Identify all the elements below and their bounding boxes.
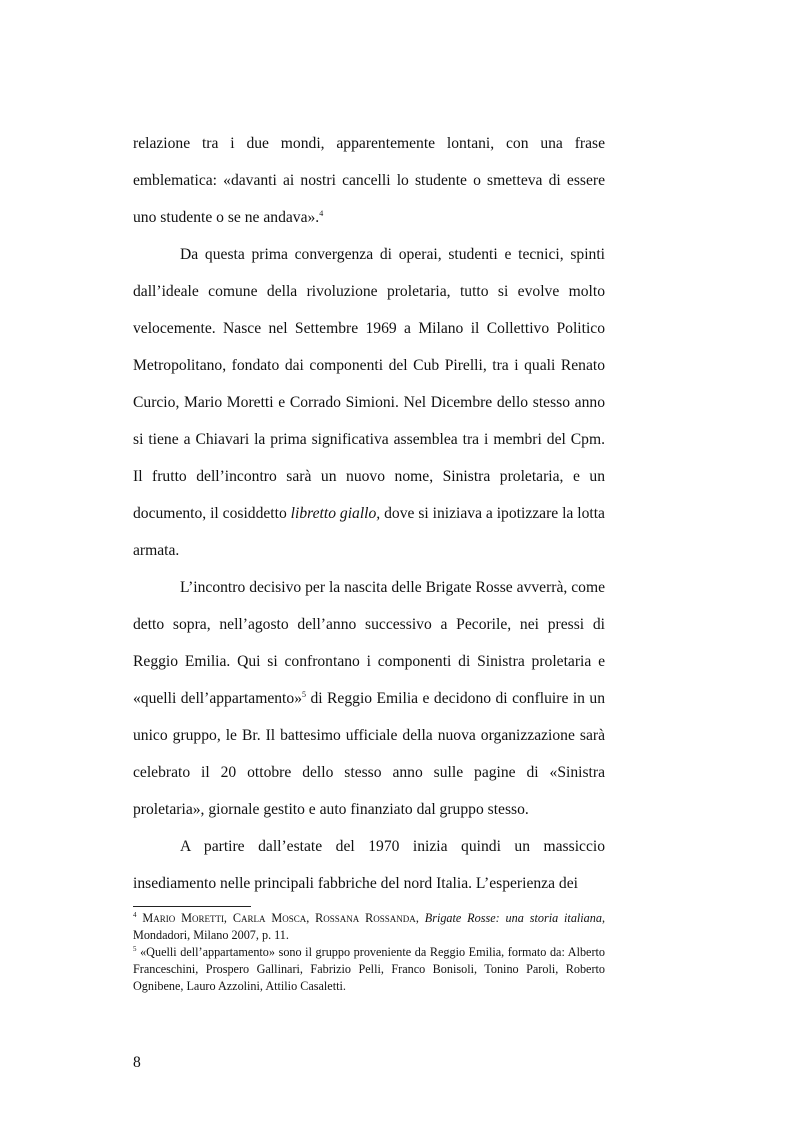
footnote-separator [133,906,251,907]
text-run: di Reggio Emilia e decidono di confluire in un unico gruppo, le Br. Il battesimo ufficiale della nuova organizzazione sarà celebrato il 20 ottobre dello stesso anno sulle pagine di «Sinistra proletaria», giornale gestito e auto finanziato dal gruppo stesso. [133,690,605,818]
text-run: Da questa prima convergenza di operai, studenti e tecnici, spinti dall’ideale comune della rivoluzione proletaria, tutto si evolve molto velocemente. Nasce nel Settembre 1969 a Milano il Collettivo Politico Metropolitano, fondato dai componenti del Cub Pirelli, tra i quali Renato Curcio, Mario Moretti e Corrado Simioni. Nel Dicembre dello stesso anno si tiene a Chiavari la prima significativa assemblea tra i membri del Cpm. Il frutto dell’incontro sarà un nuovo nome, Sinistra proletaria, e un documento, il cosiddetto [133,246,605,522]
text-run: A partire dall’estate del 1970 inizia quindi un massiccio insediamento nelle principali fabbriche del nord Italia. L’esperienza dei [133,838,605,892]
paragraph [133,236,605,569]
footnote-marker: 4 [133,911,137,919]
footnote-ref-5: 5 [302,690,306,699]
text-run: L’incontro decisivo per la nascita delle Brigate Rosse avverrà, come detto sopra, nell’agosto dell’anno successivo a Pecorile, nei pressi di Reggio Emilia. Qui si confrontano i componenti di Sinistra proletaria e «quelli dell’appartamento» [133,579,605,707]
footnote-marker: 5 [133,945,137,953]
paragraph [133,828,605,902]
footnote-4 [133,910,605,944]
text-run: relazione tra i due mondi, apparentemente lontani, con una frase emblematica: «davanti ai nostri cancelli lo studente o smetteva di essere uno studente o se ne andava». [133,135,605,226]
body-text [133,125,605,902]
text-run: «Quelli dell’appartamento» sono il gruppo proveniente da Reggio Emilia, formato da: Alberto Franceschini, Prospero Gallinari, Fabrizio Pelli, Franco Bonisoli, Tonino Paroli, Roberto Ognibene, Lauro Azzolini, Attilio Casaletti. [133,945,605,993]
page-number: 8 [133,1054,141,1071]
text-run: dove si iniziava a ipotizzare la lotta armata. [133,505,605,559]
book-title: Brigate Rosse: una storia italiana [424,911,602,925]
author-names: Mario Moretti, Carla Mosca, Rossana Rossanda [142,911,416,925]
text-run: , [415,911,425,925]
footnote-5 [133,944,605,995]
text-run: , Mondadori, Milano 2007, p. 11. [133,911,606,942]
paragraph [133,125,605,236]
footnote-ref-4: 4 [319,209,324,218]
paragraph [133,569,605,828]
italic-title: libretto giallo, [290,505,381,522]
footnotes [133,910,605,995]
